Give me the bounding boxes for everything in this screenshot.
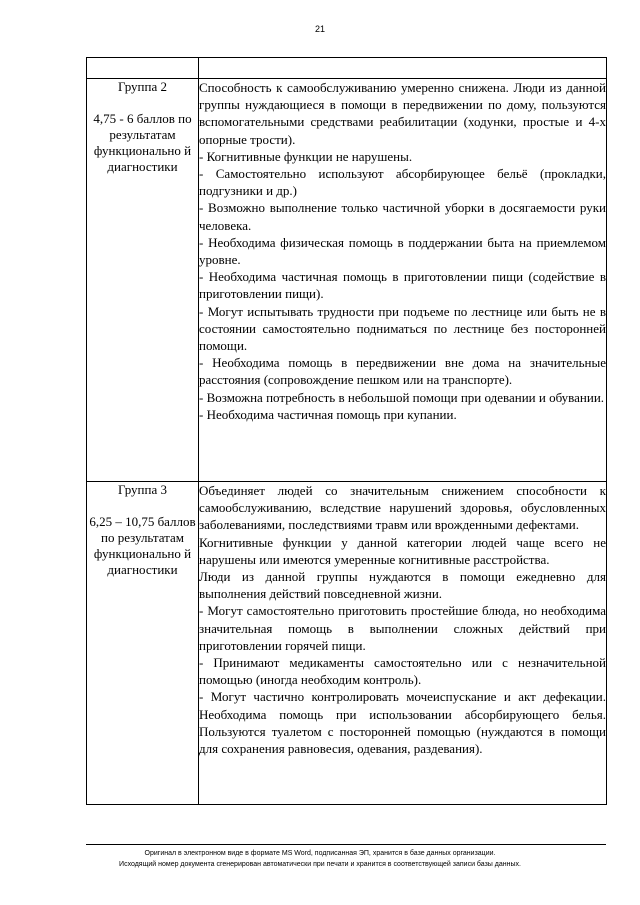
- description-paragraph: - Необходима частичная помощь при купании.: [199, 406, 457, 422]
- description-cell: [199, 79, 607, 482]
- description-paragraph: - Могут самостоятельно приготовить простейшие блюда, но необходима значительная помощь в выполнении сложных действий при приготовлении горячей пищи.: [199, 603, 606, 653]
- table-row-empty: [87, 58, 607, 79]
- description-paragraph: Люди из данной группы нуждаются в помощи ежедневно для выполнения действий повседневной жизни.: [199, 569, 606, 602]
- group-cell: [87, 482, 199, 805]
- footer-note: Оригинал в электронном виде в формате MS Word, подписанная ЭП, хранится в базе данных организации.: [144, 850, 496, 857]
- description-paragraph: - Могут частично контролировать мочеиспускание и акт дефекации. Необходима помощь при использовании абсорбирующего белья. Пользуются туалетом с посторонней помощью (нуждаются в помощи для сохранения равновесия, одевания, раздевания).: [199, 689, 606, 757]
- group-title: Группа 2: [118, 79, 167, 94]
- table-row-group-3: [87, 482, 607, 805]
- description-paragraph: - Возможна потребность в небольшой помощи при одевании и обувании.: [199, 389, 605, 405]
- footer-note: Исходящий номер документа сгенерирован автоматически при печати и хранится в соответствующей записи базы данных.: [119, 861, 521, 868]
- table-row-group-2: [87, 79, 607, 482]
- page-number: 21: [314, 24, 325, 34]
- description-paragraph: - Необходима физическая помощь в поддержании быта на приемлемом уровне.: [199, 234, 606, 268]
- group-title: Группа 3: [118, 482, 167, 497]
- table-cell-empty: [87, 58, 199, 79]
- description-cell: [199, 482, 607, 805]
- group-table: [86, 57, 607, 805]
- description-paragraph: Объединяет людей со значительным снижением способности к самообслуживанию, вследствие нарушений здоровья, обусловленных заболеваниями, последствиями травм или врожденными дефектами.: [199, 483, 606, 533]
- description-paragraph: - Принимают медикаменты самостоятельно или с незначительной помощью (иногда необходим контроль).: [199, 655, 606, 688]
- group-cell: [87, 79, 199, 482]
- group-score: 6,25 – 10,75 баллов по результатам функционально й диагностики: [89, 514, 196, 577]
- footer-divider: [86, 844, 606, 845]
- description-paragraph: - Могут испытывать трудности при подъеме по лестнице или быть не в состоянии самостоятельно подниматься по лестнице без посторонней помощи.: [199, 303, 606, 354]
- table-cell-empty: [199, 58, 607, 79]
- description-paragraph: Способность к самообслуживанию умеренно снижена. Люди из данной группы нуждающиеся в помощи в передвижении по дому, пользуются вспомогательными средствами реабилитации (ходунки, простые и 4-х опорные трости).: [199, 80, 606, 147]
- description-paragraph: - Когнитивные функции не нарушены.: [199, 148, 413, 164]
- description-paragraph: - Возможно выполнение только частичной уборки в досягаемости руки человека.: [199, 200, 606, 233]
- description-paragraph: Когнитивные функции у данной категории людей чаще всего не нарушены или имеются умеренные когнитивные расстройства.: [199, 534, 606, 567]
- description-paragraph: - Самостоятельно используют абсорбирующее бельё (прокладки, подгузники и др.): [199, 166, 606, 199]
- description-paragraph: - Необходима помощь в передвижении вне дома на значительные расстояния (сопровождение пешком или на транспорте).: [199, 355, 606, 388]
- description-paragraph: - Необходима частичная помощь в приготовлении пищи (содействие в приготовлении пищи).: [199, 269, 606, 302]
- group-score: 4,75 - 6 баллов по результатам функционально й диагностики: [93, 111, 192, 174]
